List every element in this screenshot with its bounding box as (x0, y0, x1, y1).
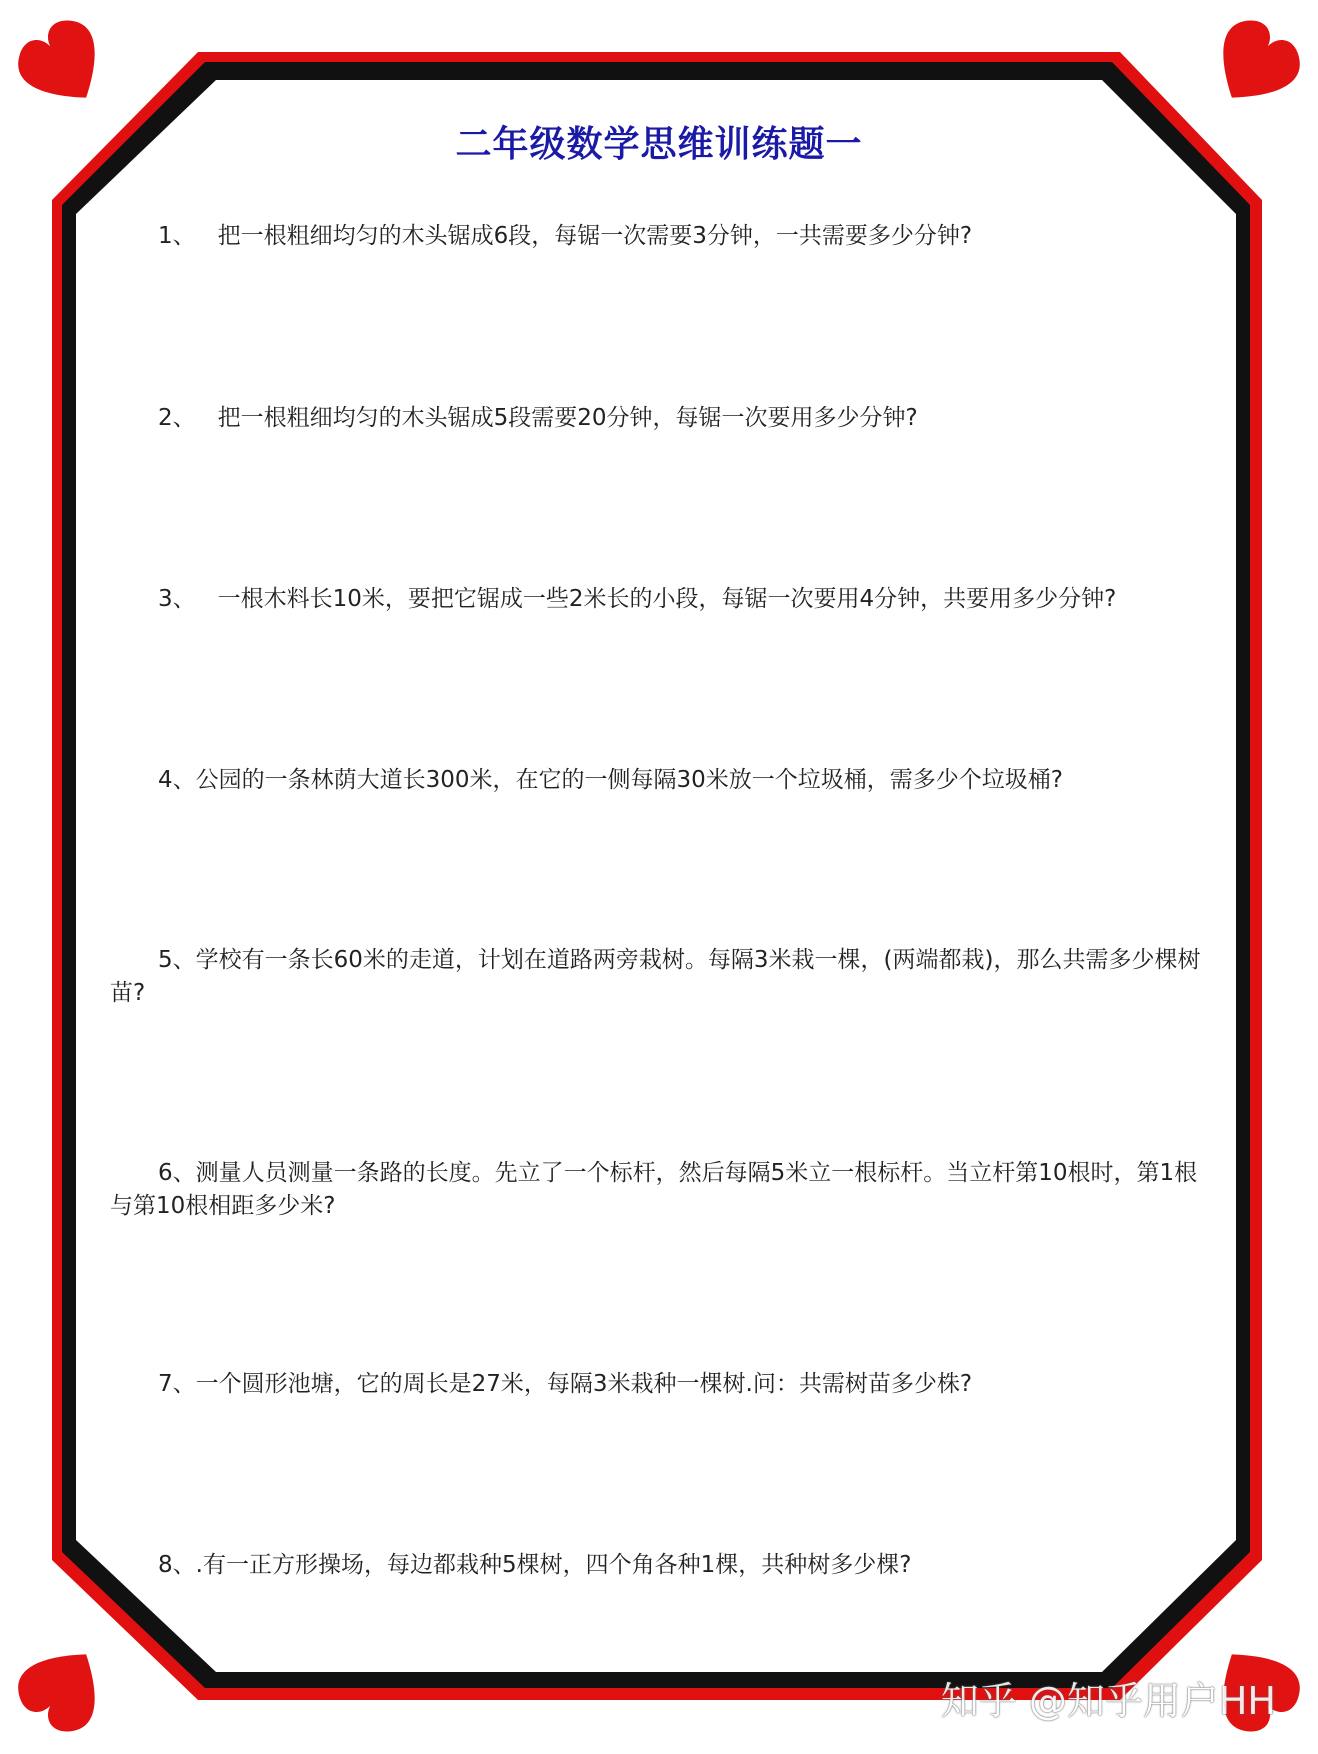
question-number: 8、 (158, 1552, 196, 1578)
question-item (110, 944, 1210, 1010)
question-text: 把一根粗细均匀的木头锯成5段需要20分钟，每锯一次要用多少分钟? (217, 405, 918, 431)
question-item (110, 1157, 1210, 1223)
question-text: .有一正方形操场，每边都栽种5棵树，四个角各种1棵，共种树多少棵? (195, 1552, 912, 1578)
question-text: 一根木料长10米，要把它锯成一些2米长的小段，每锯一次要用4分钟，共要用多少分钟? (217, 586, 1117, 612)
heart-icon (18, 1640, 110, 1732)
page-title: 二年级数学思维训练题一 (455, 124, 863, 165)
question-text: 公园的一条林荫大道长300米，在它的一侧每隔30米放一个垃圾桶，需多少个垃圾桶? (195, 767, 1064, 793)
question-number: 4、 (158, 767, 196, 793)
watermark: 知乎 @知乎用户HH (940, 1679, 1276, 1723)
question-text: 把一根粗细均匀的木头锯成6段，每锯一次需要3分钟，一共需要多少分钟? (217, 223, 973, 249)
border-inner (76, 80, 1236, 1672)
question-number: 6、 (158, 1160, 196, 1186)
question-item (110, 1549, 1210, 1582)
question-item (110, 402, 1210, 435)
question-number: 1、 (158, 223, 196, 249)
question-item (110, 220, 1210, 253)
heart-icon (18, 20, 110, 112)
question-number: 2、 (158, 405, 196, 431)
question-text: 一个圆形池塘，它的周长是27米，每隔3米栽种一棵树.问：共需树苗多少株? (195, 1371, 973, 1397)
question-item (110, 583, 1210, 616)
question-item (110, 1368, 1210, 1401)
question-item (110, 764, 1210, 797)
question-number: 5、 (158, 947, 196, 973)
question-text: 测量人员测量一条路的长度。先立了一个标杆，然后每隔5米立一根标杆。当立杆第10根时，第1根与第10根相距多少米? (110, 1160, 1198, 1219)
question-number: 3、 (158, 586, 196, 612)
question-number: 7、 (158, 1371, 196, 1397)
question-text: 学校有一条长60米的走道，计划在道路两旁栽树。每隔3米栽一棵，(两端都栽)，那么共需多少棵树苗? (110, 947, 1201, 1006)
heart-icon (1208, 20, 1300, 112)
